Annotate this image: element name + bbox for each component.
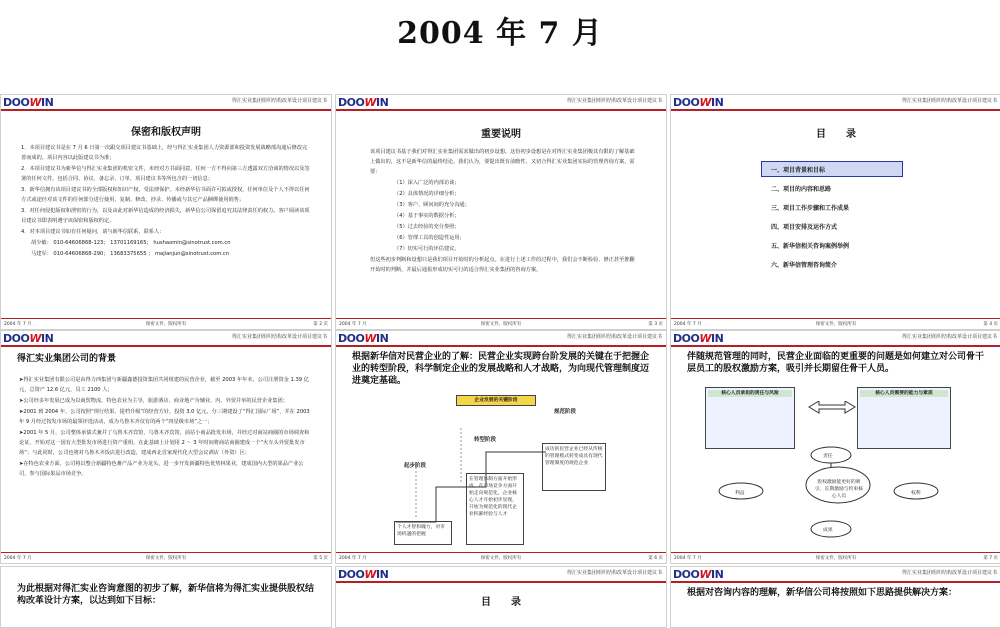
stage-header-box: 企业发展的关键阶段 [456, 395, 536, 406]
header-rule [336, 345, 666, 347]
list-item: （2）具体情况的详细分析； [394, 191, 460, 197]
slide-header [1, 95, 331, 109]
toc-item[interactable]: 五、新华信相关咨询案例举例 [771, 243, 850, 250]
doowin-logo: DOOWIN [673, 568, 724, 581]
paragraph: 但这些初步判断和设想只是我们项目开始时的分析起点。在进行上述工作的过程中，我们会不断检验、修正甚至推翻开始时的判断，并最后通报形成切实可行的适合得汇实业集团的咨询方案。 [370, 257, 635, 273]
toc-item[interactable]: 六、新华信管理咨询简介 [771, 262, 838, 269]
doowin-logo: DOOWIN [673, 96, 724, 109]
doowin-logo: DOOWIN [673, 332, 724, 345]
header-rule [671, 345, 1000, 347]
slide-footer: 2004 年 7 月 保密文件，版权所有 第 5 页 [1, 552, 331, 563]
paragraph: 3．对任何侵犯版权和泄密的行为，以及由此对新华信造成的经济损失，新华信公司保留追究其法律责任的权力。客户阅读该项目建议书即表明遵守该保密和版权约定。 [21, 208, 310, 224]
stage-label: 规范阶段 [554, 409, 577, 415]
list-item: （7）切实可行的评估建议。 [394, 246, 460, 252]
bullet: ➤公司经多年发展已成为以商贸物流、特色农业为主导，旅游酒店、商业地产为辅业，内、外贸并举的民营企业集团； [19, 398, 288, 404]
slide-footer: 2004 年 7 月 保密文件，版权所有 第 3 页 [336, 318, 666, 329]
header-rule [1, 109, 331, 111]
doowin-logo: DOOWIN [338, 568, 389, 581]
doowin-logo: DOOWIN [3, 332, 54, 345]
stage-label: 起步阶段 [404, 463, 427, 469]
contact-line: 胡少敏： 010-64606868-123； 13701169165； hushaomin@sinotrust.com.cn [31, 240, 231, 246]
list-item: （6）管理工具的创造性运用； [394, 235, 465, 241]
slide-title: 根据对咨询内容的理解，新华信公司将按照如下思路提供解决方案： [687, 588, 958, 598]
slide-body [19, 375, 313, 480]
paragraph: 4．对本项目建议书如有任何疑问，请与新华信联系，联系人： [21, 229, 165, 235]
slide-header [671, 95, 1000, 109]
slide-toc-2[interactable] [335, 566, 667, 628]
bullet: ➤2001 年 5 月，公司整体承债式兼并了乌鲁木齐宾馆，乌鲁木齐宾馆，前站小商品批发市场，并经过对商站商圈的市场调查和论证，开始对这一国有大型批发市场进行资产重组，在此基础上计划用 2 ～ 3 年时间将商站商圈建成一个“火车头外贸批发市场”；与此同时，公司也将对乌鲁木齐饭店进行改造，建成西北首家现代化大型会议酒店（外资）区； [19, 430, 310, 456]
doowin-logo: DOOWIN [3, 96, 54, 109]
header-rule [336, 109, 666, 111]
toc-item[interactable]: 一、项目背景和目标 [771, 167, 826, 174]
slide-development-stages[interactable] [335, 330, 667, 564]
node-rights: 权利 [911, 491, 921, 496]
slide-title: 重要说明 [481, 129, 521, 140]
header-rule [336, 581, 666, 583]
slide-body [370, 147, 636, 276]
slide-approach[interactable] [670, 566, 1000, 628]
header-rule [671, 109, 1000, 111]
slide-footer: 2004 年 7 月 保密文件，版权所有 第 2 页 [1, 318, 331, 329]
box-header: 核心人员承担的责任与风险 [708, 390, 792, 397]
slide-title: 保密和版权声明 [131, 127, 201, 138]
slide-footer: 2004 年 7 月 保密文件，版权所有 第 4 页 [671, 318, 1000, 329]
header-rule [671, 581, 1000, 583]
slide-header [336, 331, 666, 345]
slide-header [671, 331, 1000, 345]
list-item: （1）深入广泛的内部访谈； [394, 180, 460, 186]
slide-title: 目 录 [816, 129, 856, 140]
toc-item[interactable]: 二、项目的内容和思路 [771, 186, 832, 193]
slide-body [21, 143, 311, 260]
slide-title: 伴随规范管理的同时，民营企业面临的更重要的问题是如何建立对公司骨干层员工的股权激励方案，吸引并长期留住骨干人员。 [687, 352, 985, 374]
slide-goals[interactable] [0, 566, 332, 628]
slide-title: 得汇实业集团公司的背景 [17, 354, 117, 364]
node-benefit: 利益 [735, 491, 745, 496]
slide-footer: 2004 年 7 月 保密文件，版权所有 第 6 页 [336, 552, 666, 563]
slide-header [671, 567, 1000, 581]
slide-header [336, 95, 666, 109]
bullet: ➤在特色农业方面，公司将以整合新疆特色畜产品产业为龙头，进一步开发新疆特色优势林果业，建成国内大型的果品产业公司，参与国际果品市场竞争。 [19, 461, 304, 477]
header-text: 得汇实业集团组织结构改革设计项目建议书 [566, 570, 662, 576]
box-header: 核心人员需要的能力与素质 [860, 390, 948, 397]
stage-note: 在管理体制方面开始形成，在市场竞争方面开始走向规范化，企业核心人才开始初步显现，开始为规范化的现代企业积累经验与人才 [466, 473, 524, 545]
header-text: 得汇实业集团组织结构改革设计项目建议书 [901, 570, 997, 576]
slide-background[interactable] [0, 330, 332, 564]
header-text: 得汇实业集团组织结构改革设计项目建议书 [231, 98, 327, 104]
stage-note: 成功的民营企业已经从传统的管理模式转变成具有现代管理制度的规范企业 [542, 443, 606, 491]
slide-equity-incentive[interactable] [670, 330, 1000, 564]
slide-confidentiality[interactable] [0, 94, 332, 330]
doowin-logo: DOOWIN [338, 96, 389, 109]
stage-label: 转型阶段 [474, 437, 497, 443]
center-node: 股权激励能更好的吸引、长期激励与约束核心人员 [815, 480, 863, 499]
page-title: 2004 年 7 月 [397, 16, 603, 51]
toc-item[interactable]: 三、项目工作步骤和工作成果 [771, 205, 850, 212]
slide-footer: 2004 年 7 月 保密文件，版权所有 第 7 页 [671, 552, 1000, 563]
incentive-diagram [701, 401, 971, 541]
node-responsibility: 责任 [823, 454, 833, 459]
slide-toc[interactable] [670, 94, 1000, 330]
header-text: 得汇实业集团组织结构改革设计项目建议书 [231, 334, 327, 340]
header-text: 得汇实业集团组织结构改革设计项目建议书 [901, 98, 997, 104]
header-rule [1, 345, 331, 347]
slide-header [1, 331, 331, 345]
slide-title: 为此根据对得汇实业咨询意图的初步了解，新华信将为得汇实业提供股权结构改革设计方案，以达到如下目标： [17, 584, 315, 606]
list-item: （5）过去经验的充分参照； [394, 224, 460, 230]
contact-line: 马建军： 010-64606868-290； 13683375655 ； majianjun@sinotrust.com.cn [31, 251, 230, 257]
slide-title: 根据新华信对民营企业的了解：民营企业实现跨台阶发展的关键在于把握企业的转型阶段，科学制定企业的发展战略和人才战略，为向现代管理制度迈进奠定基础。 [352, 352, 650, 386]
node-results: 成果 [823, 528, 833, 533]
paragraph: 3．新华信拥有该项目建议书的全部版权和知识产权，受法律保护。未经新华信书面许可拟或授权，任何单位及个人不得以任何方式或途径对该文件的任何部分进行使用、复制、修改、抄录、传播或与其它产品捆绑使用销售； [21, 187, 310, 203]
paragraph: 该项目建议书基于我们对得汇实业集团需求做出的初步设想。这份初步设想是在对得汇实业集团极其有限的了解基础上做出的，这不是新华信的最终结论。我们认为，要提出既有前瞻性、又切合得汇实业集团实际的管理咨询方案，需要： [370, 149, 635, 175]
stage-note: 个人才智和魄力，对市场机遇的把握 [394, 521, 452, 545]
paragraph: 1．本项目建议书是在 7 月 6 日第一次跟交项目建议书基础上，经与得汇实业集团人力资源部和投资发展战略部沟通后修改完善而成的。项目内容以此版建议书为准； [21, 145, 308, 161]
header-text: 得汇实业集团组织结构改革设计项目建议书 [566, 98, 662, 104]
bullet: ➤2001 到 2004 年，公司按照“规行结果、提档升级”的经营方针，投资 3.0 亿元，分三期建设了“得汇国际广场”，并在 2003 年 9 月经过按发市场的最领评选活动，成为乌鲁木齐仅有的两个“四星级市场”之一； [19, 409, 310, 425]
paragraph: 2．本项目建议书为新华信与得汇实业集团的机密文件，未经对方书面同意，任何一方不得向第三方透露双方洽谈的情况以及签署的任何文件，包括合同、协议、备忘录、订单，项目建议书等所包含的一切信息； [21, 166, 310, 182]
bullet: ➤得汇实业集团有限公司是由得力西集团与新疆鑫德投资集团共同组建的民营企业，截至 2003 年年末，公司注册资金 1.39 亿元，总资产 12.6 亿元，员工 2100 人； [19, 377, 309, 393]
slide-header [336, 567, 666, 581]
header-text: 得汇实业集团组织结构改革设计项目建议书 [566, 334, 662, 340]
list-item: （4）基于事实的数据分析； [394, 213, 460, 219]
slide-important-notice[interactable] [335, 94, 667, 330]
slide-title: 目 录 [481, 597, 521, 608]
toc-item[interactable]: 四、项目安排及运作方式 [771, 224, 838, 231]
doowin-logo: DOOWIN [338, 332, 389, 345]
header-text: 得汇实业集团组织结构改革设计项目建议书 [901, 334, 997, 340]
list-item: （3）客户、顾问间的充分沟通； [394, 202, 470, 208]
